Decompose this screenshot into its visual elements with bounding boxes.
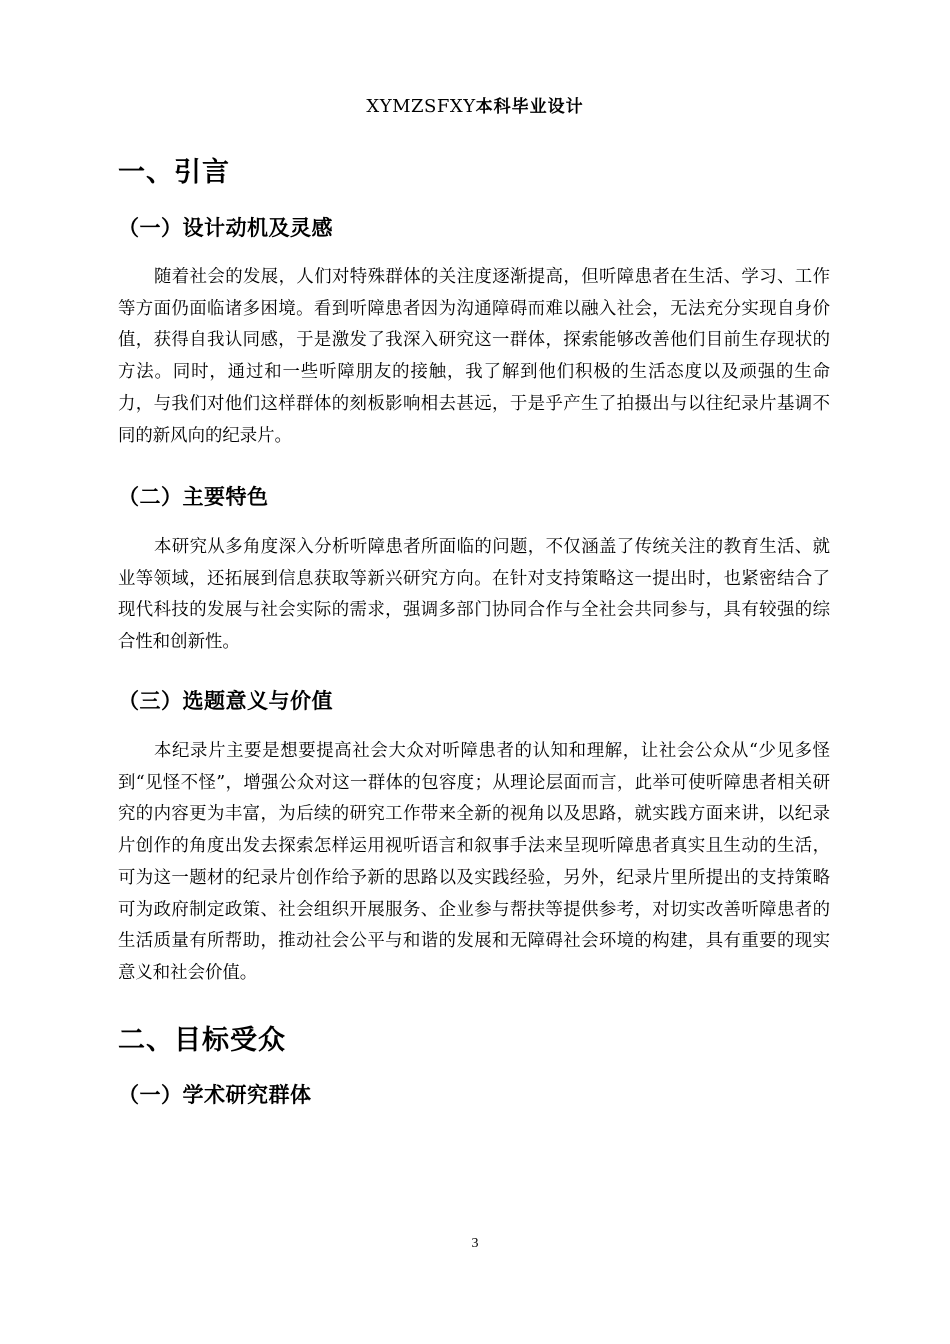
subsection-heading-academic: （一）学术研究群体: [118, 1083, 312, 1107]
paragraph-significance: 本纪录片主要是想要提高社会大众对听障患者的认知和理解，让社会公众从“少见多怪到“见怪不怪”，增强公众对这一群体的包容度；从理论层面而言，此举可使听障患者相关研究的内容更为丰富，为后续的研究工作带来全新的视角以及思路，就实践方面来讲，以纪录片创作的角度出发去探索怎样运用视听语言和叙事手法来呈现听障患者真实且生动的生活，可为这一题材的纪录片创作给予新的思路以及实践经验，另外，纪录片里所提出的支持策略可为政府制定政策、社会组织开展服务、企业参与帮扶等提供参考，对切实改善听障患者的生活质量有所帮助，推动社会公平与和谐的发展和无障碍社会环境的构建，具有重要的现实意义和社会价值。: [118, 741, 830, 983]
subsection-heading-features: （二）主要特色: [118, 485, 269, 509]
section-heading-introduction: 一、引言: [118, 157, 230, 188]
paragraph-motivation: 随着社会的发展，人们对特殊群体的关注度逐渐提高，但听障患者在生活、学习、工作等方面仍面临诸多困境。看到听障患者因为沟通障碍而难以融入社会，无法充分实现自身价值，获得自我认同感，于是激发了我深入研究这一群体，探索能够改善他们目前生存现状的方法。同时，通过和一些听障朋友的接触，我了解到他们积极的生活态度以及顽强的生命力，与我们对他们这样群体的刻板影响相去甚远，于是乎产生了拍摄出与以往纪录片基调不同的新风向的纪录片。: [118, 267, 830, 446]
section-heading-target-audience: 二、目标受众: [118, 1025, 286, 1056]
header-suffix: 本科毕业设计: [475, 97, 584, 117]
paragraph-features: 本研究从多角度深入分析听障患者所面临的问题，不仅涵盖了传统关注的教育生活、就业等领域，还拓展到信息获取等新兴研究方向。在针对支持策略这一提出时，也紧密结合了现代科技的发展与社会实际的需求，强调多部门协同合作与全社会共同参与，具有较强的综合性和创新性。: [118, 537, 830, 653]
subsection-heading-motivation: （一）设计动机及灵感: [118, 216, 333, 240]
header-prefix: XYMZSFXY: [366, 96, 476, 117]
subsection-heading-significance: （三）选题意义与价值: [118, 689, 333, 713]
running-header: [0, 92, 950, 117]
page-number: 3: [471, 1236, 479, 1251]
